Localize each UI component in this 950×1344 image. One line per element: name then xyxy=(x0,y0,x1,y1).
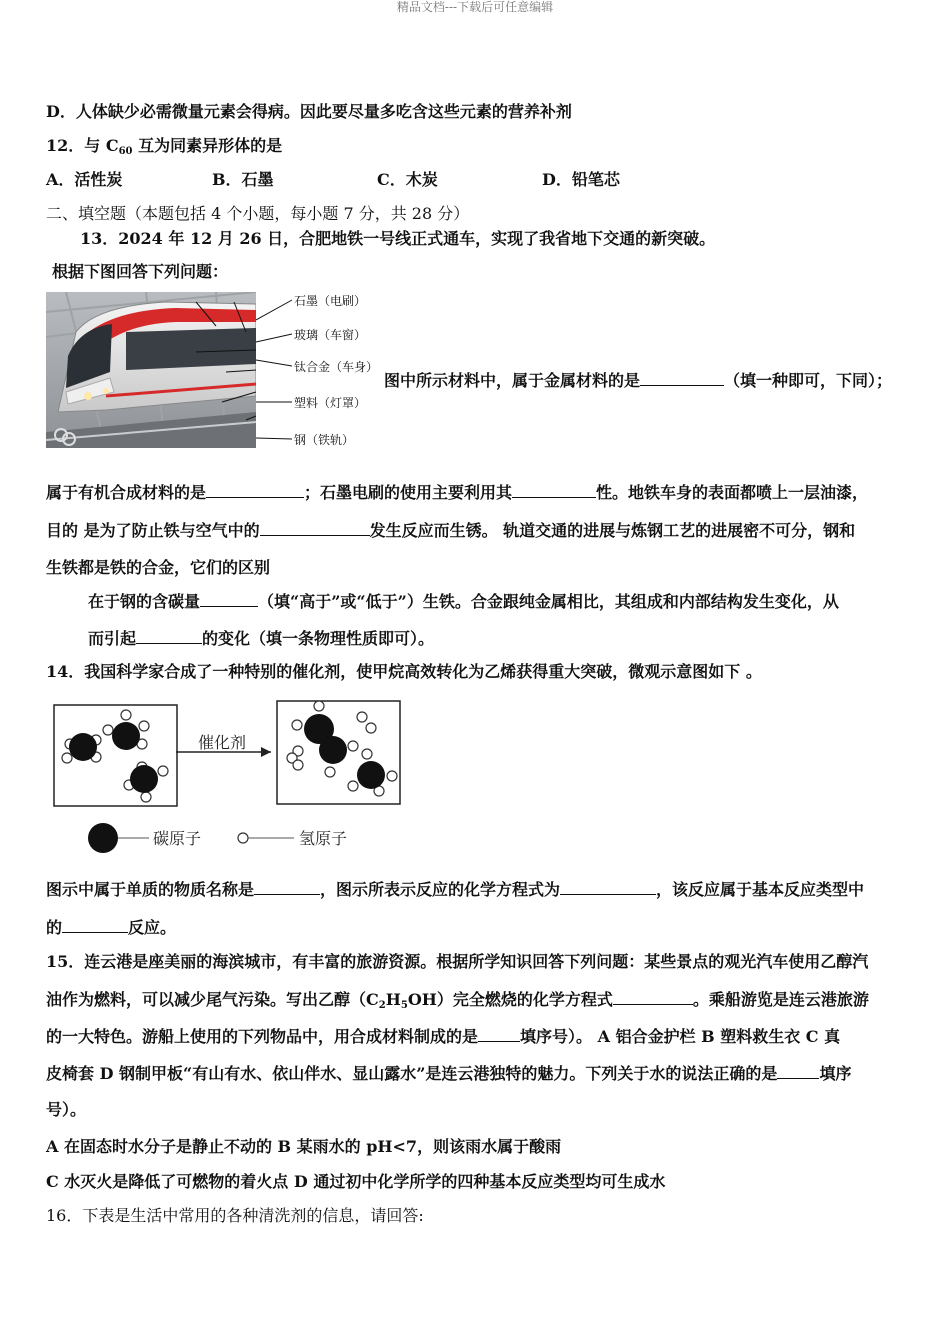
q15-options-ab: A 在固态时水分子是静止不动的 B 某雨水的 pH<7，则该雨水属于酸雨 xyxy=(46,1137,562,1156)
q14-blank-type[interactable] xyxy=(62,917,128,933)
q13-line1-post: （填一种即可，下同）； xyxy=(724,371,893,390)
q15-line5: 号）。 xyxy=(46,1100,87,1119)
subway-train-image xyxy=(46,292,256,448)
q14-line1-a: 图示中属于单质的物质名称是 xyxy=(46,880,255,899)
reaction-micro-diagram xyxy=(46,698,406,863)
q15-line3-a: 的一大特色。游船上使用的下列物品中，用合成材料制成的是 xyxy=(46,1027,479,1046)
callout-glass-window: 玻璃（车窗） xyxy=(294,328,367,342)
q13-line2-c: 性。地铁车身的表面都喷上一层油漆， xyxy=(596,483,869,502)
q14-line2-a: 的 xyxy=(46,918,63,937)
q13-line1 xyxy=(384,370,892,391)
q15-options-cd: C 水灭火是降低了可燃物的着火点 D 通过初中化学所学的四种基本反应类型均可生成水 xyxy=(46,1172,666,1191)
q13-line5 xyxy=(88,591,839,612)
q14-line2 xyxy=(46,917,176,938)
q13-line1-pre: 图中所示材料中，属于金属材料的是 xyxy=(384,371,641,390)
q12-option-c: C．木炭 xyxy=(377,170,438,189)
legend-carbon-label: 碳原子 xyxy=(153,829,202,848)
q14-line1-b: ，图示所表示反应的化学方程式为 xyxy=(320,880,561,899)
q14-line1-c: ，该反应属于基本反应类型中 xyxy=(656,880,865,899)
q15-line2-sub2: 5 xyxy=(400,1000,408,1011)
q15-line2 xyxy=(46,989,869,1016)
q12-option-d: D．铅笔芯 xyxy=(542,170,620,189)
q13-line2 xyxy=(46,482,868,503)
q14-line2-b: 反应。 xyxy=(128,918,177,937)
q13-line4: 生铁都是铁的合金，它们的区别 xyxy=(46,558,271,577)
q13-prompt: 根据下图回答下列问题： xyxy=(52,262,229,281)
q13-line2-a: 属于有机合成材料的是 xyxy=(46,483,207,502)
q13-line6 xyxy=(88,628,434,649)
q12-option-a: A．活性炭 xyxy=(46,170,123,189)
q15-line4-a: 皮椅套 D 钢制甲板“有山有水、依山伴水、显山露水”是连云港独特的魅力。下列关于水的说法正确的是 xyxy=(46,1064,778,1083)
legend-hydrogen-label: 氢原子 xyxy=(299,829,348,848)
q15-line1: 15．连云港是座美丽的海滨城市，有丰富的旅游资源。根据所学知识回答下列问题：某些景点的观光汽车使用乙醇汽 xyxy=(46,952,869,971)
material-callouts xyxy=(256,292,386,452)
catalyst-label: 催化剂 xyxy=(198,733,247,752)
q13-line3 xyxy=(46,520,855,541)
callout-steel-rail: 钢（铁轨） xyxy=(294,433,355,447)
q15-line2-mid: H xyxy=(385,990,401,1009)
q16-stem: 16．下表是生活中常用的各种清洗剂的信息，请回答: xyxy=(46,1206,424,1225)
section2-title: 二、填空题（本题包括 4 个小题，每小题 7 分，共 28 分） xyxy=(46,204,470,223)
q15-line2-a: 油作为燃料，可以减少尾气污染。写出乙醇（C xyxy=(46,990,379,1009)
q15-line3 xyxy=(46,1026,840,1047)
q14-stem: 14．我国科学家合成了一种特别的催化剂，使甲烷高效转化为乙烯获得重大突破，微观示意图如下 。 xyxy=(46,662,762,681)
q12-stem-sub: 60 xyxy=(118,146,133,157)
q11-option-d: D．人体缺少必需微量元素会得病。因此要尽量多吃含这些元素的营养补剂 xyxy=(46,102,572,121)
callout-plastic-lampshade: 塑料（灯罩） xyxy=(294,396,367,410)
q15-blank-equation[interactable] xyxy=(613,989,693,1005)
q13-blank-graphite[interactable] xyxy=(512,482,596,498)
q15-line3-b: 填序号）。 A 铝合金护栏 B 塑料救生衣 C 真 xyxy=(520,1027,841,1046)
q14-line1 xyxy=(46,879,864,900)
q15-line4 xyxy=(46,1063,851,1084)
q13-blank-metal[interactable] xyxy=(640,370,724,386)
q12-stem xyxy=(46,136,282,162)
q14-blank-equation[interactable] xyxy=(560,879,656,895)
q13-line5-b: （填“高于”或“低于”）生铁。合金跟纯金属相比，其组成和内部结构发生变化，从 xyxy=(258,592,839,611)
q15-line2-b: OH）完全燃烧的化学方程式 xyxy=(407,990,613,1009)
callout-graphite-brush: 石墨（电刷） xyxy=(294,294,367,308)
q15-line4-b: 填序 xyxy=(819,1064,852,1083)
q13-line2-b: ；石墨电刷的使用主要利用其 xyxy=(304,483,513,502)
q13-line3-b: 发生反应而生锈。 轨道交通的进展与炼钢工艺的进展密不可分，钢和 xyxy=(369,521,856,540)
q13-line6-a: 而引起 xyxy=(88,629,137,648)
q15-line2-c: 。乘船游览是连云港旅游 xyxy=(692,990,869,1009)
q13-line6-b: 的变化（填一条物理性质即可）。 xyxy=(202,629,435,648)
q13-line5-a: 在于钢的含碳量 xyxy=(88,592,201,611)
callout-titanium-body: 钛合金（车身） xyxy=(294,360,379,374)
q13-blank-air[interactable] xyxy=(260,520,370,536)
page-header: 精品文档---下载后可任意编辑 xyxy=(396,0,554,14)
q15-line2-sub1: 2 xyxy=(378,1000,386,1011)
q12-stem-pre: 12．与 C xyxy=(46,136,119,155)
q15-blank-material[interactable] xyxy=(478,1026,520,1042)
q13-blank-organic[interactable] xyxy=(206,482,304,498)
q14-blank-element[interactable] xyxy=(254,879,320,895)
q13-blank-carbon[interactable] xyxy=(200,591,258,607)
q12-option-b: B．石墨 xyxy=(212,170,274,189)
q13-intro: 13．2024 年 12 月 26 日，合肥地铁一号线正式通车，实现了我省地下交通的新突破。 xyxy=(80,229,716,248)
q13-line3-a: 目的 是为了防止铁与空气中的 xyxy=(46,521,260,540)
q15-blank-water[interactable] xyxy=(777,1063,819,1079)
q12-stem-post: 互为同素异形体的是 xyxy=(132,136,283,155)
q13-blank-property[interactable] xyxy=(136,628,202,644)
